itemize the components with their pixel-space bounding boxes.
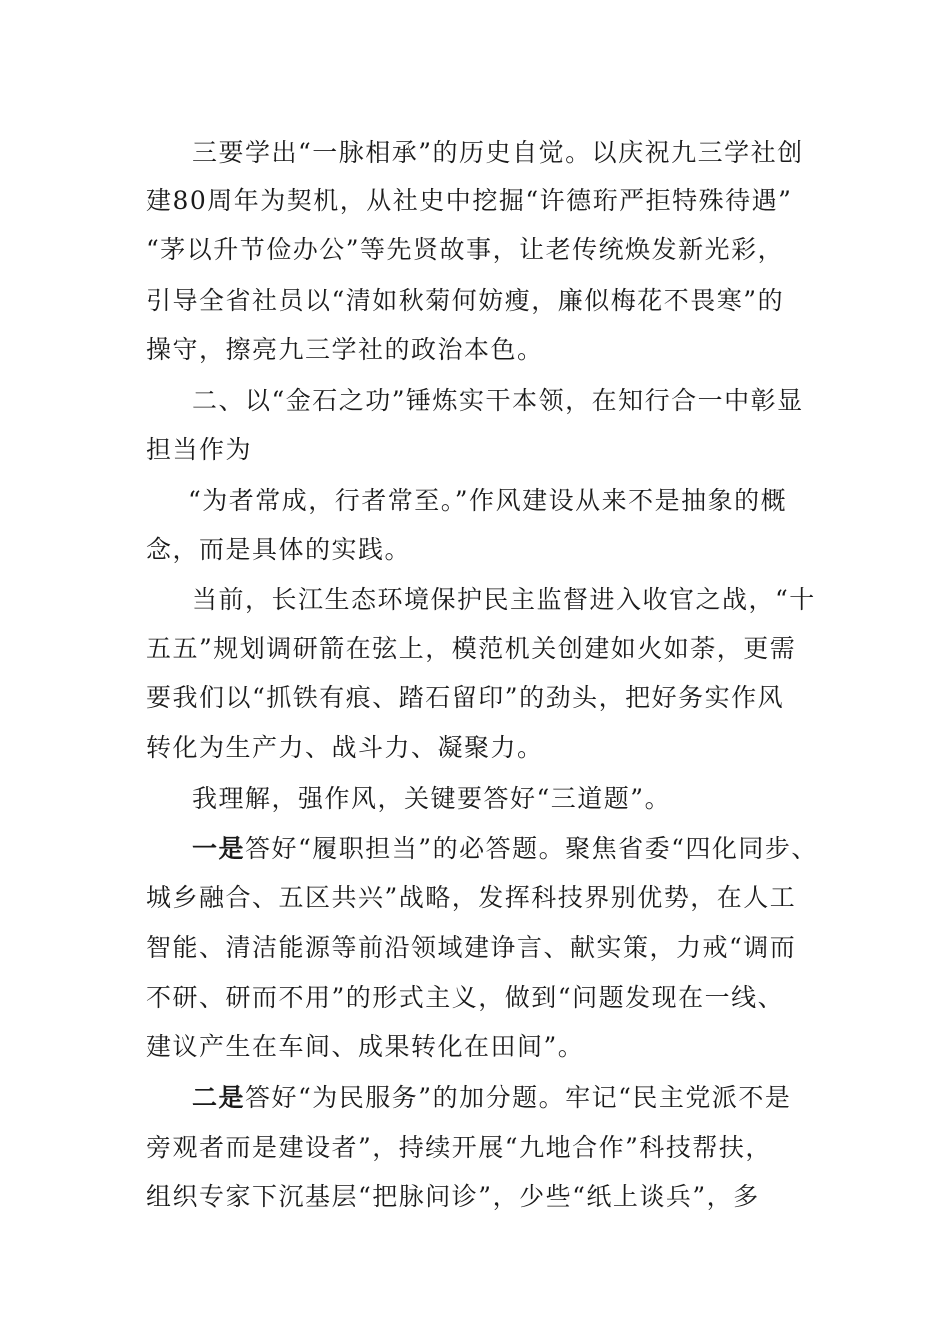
section-heading-line-2: 担当作为 — [146, 435, 253, 464]
text-line-17: 智能、清洁能源等前沿领域建诤言、献实策，力戒“调而 — [146, 933, 797, 962]
text-line-1: 三要学出“一脉相承”的历史自觉。以庆祝九三学社创 — [192, 138, 804, 167]
point-two-text: 答好“为民服务”的加分题。牢记“民主党派不是 — [245, 1083, 792, 1112]
text-line-22: 组织专家下沉基层“把脉问诊”，少些“纸上谈兵”，多 — [146, 1182, 760, 1211]
point-two-line-1 — [192, 1083, 791, 1113]
text-line-12: 要我们以“抓铁有痕、踏石留印”的劲头，把好务实作风 — [146, 683, 785, 712]
text-line-9: 念，而是具体的实践。 — [146, 535, 412, 564]
text-line-4: 引导全省社员以“清如秋菊何妨瘦，廉似梅花不畏寒”的 — [146, 286, 785, 315]
text-line-16: 城乡融合、五区共兴”战略，发挥科技界别优势，在人工 — [146, 883, 797, 912]
point-one-line-1 — [192, 834, 818, 864]
point-one-lead: 一是 — [192, 834, 246, 863]
text-line-21: 旁观者而是建设者”，持续开展“九地合作”科技帮扶， — [146, 1133, 772, 1162]
point-one-text: 答好“履职担当”的必答题。聚焦省委“四化同步、 — [245, 834, 818, 863]
text-line-14: 我理解，强作风，关键要答好“三道题”。 — [192, 784, 672, 813]
text-line-11: 五五”规划调研箭在弦上，模范机关创建如火如荼，更需 — [146, 634, 797, 663]
text-line-10: 当前，长江生态环境保护民主监督进入收官之战，“十 — [192, 585, 816, 614]
text-line-2: 建80周年为契机，从社史中挖掘“许德珩严拒特殊待遇” — [146, 186, 793, 215]
text-line-5: 操守，擦亮九三学社的政治本色。 — [146, 335, 544, 364]
text-line-19: 建议产生在车间、成果转化在田间”。 — [146, 1032, 585, 1061]
text-line-13: 转化为生产力、战斗力、凝聚力。 — [146, 733, 544, 762]
section-heading-line-1: 二、以“金石之功”锤炼实干本领，在知行合一中彰显 — [192, 386, 804, 415]
text-line-3: “茅以升节俭办公”等先贤故事，让老传统焕发新光彩， — [146, 235, 785, 264]
point-two-lead: 二是 — [192, 1083, 246, 1112]
text-line-8: “为者常成，行者常至。”作风建设从来不是抽象的概 — [188, 486, 788, 515]
text-line-18: 不研、研而不用”的形式主义，做到“问题发现在一线、 — [146, 983, 785, 1012]
